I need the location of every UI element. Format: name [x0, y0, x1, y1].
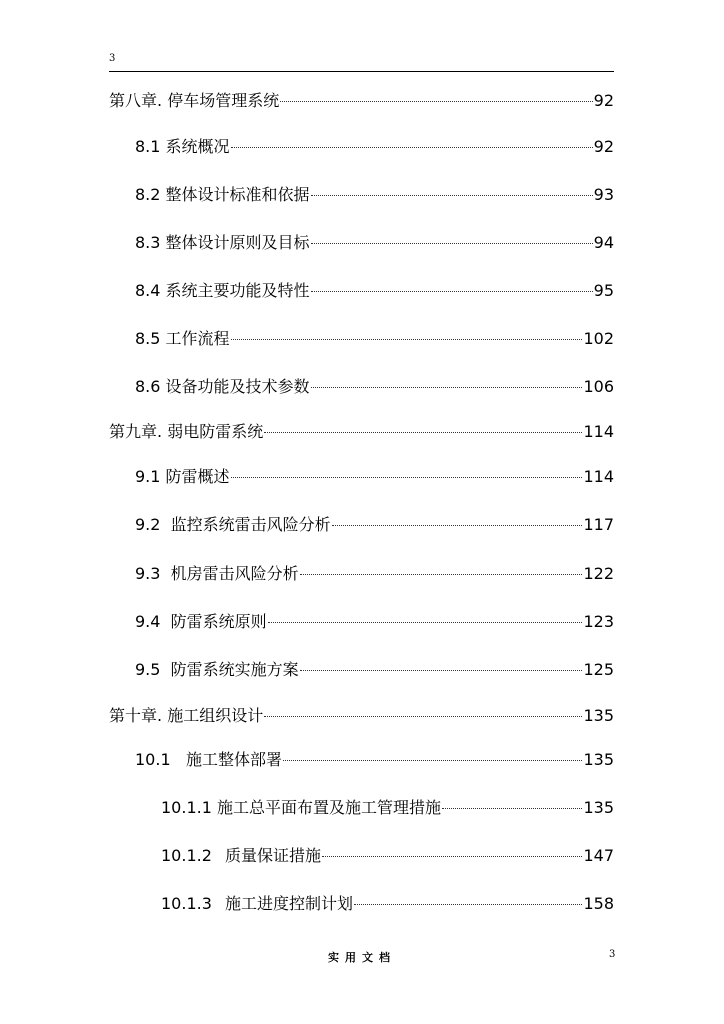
toc-page: 147 [583, 846, 614, 865]
toc-page: 106 [583, 377, 614, 396]
toc-page: 92 [593, 137, 614, 156]
toc-entry-9-2[interactable] [135, 515, 614, 535]
toc-page: 135 [583, 750, 614, 769]
toc-title: 弱电防雷系统 [167, 422, 264, 441]
toc-title: 监控系统雷击风险分析 [170, 515, 331, 534]
toc-number: 第九章. [109, 422, 163, 441]
toc-title: 施工整体部署 [186, 750, 283, 769]
toc-number: 8.2 [135, 185, 161, 204]
toc-page: 135 [583, 798, 614, 817]
toc-page: 158 [583, 894, 614, 913]
dot-leader [300, 574, 583, 575]
toc-entry-8-6[interactable] [135, 377, 614, 397]
dot-leader [231, 339, 583, 340]
toc-title: 防雷系统原则 [170, 612, 267, 631]
footer-page-number: 3 [609, 949, 616, 960]
toc-page: 117 [583, 515, 614, 534]
toc-entry-9-4[interactable] [135, 612, 614, 632]
dot-leader [264, 716, 582, 717]
dot-leader [280, 101, 592, 102]
toc-entry-chapter-10[interactable] [109, 706, 614, 726]
toc-number: 9.5 [135, 660, 161, 679]
toc-number: 第十章. [109, 706, 163, 725]
toc-title: 施工总平面布置及施工管理措施 [216, 798, 441, 817]
toc-title: 设备功能及技术参数 [165, 377, 310, 396]
toc-page: 135 [583, 706, 614, 725]
header-page-number: 3 [109, 53, 116, 64]
toc-number: 8.3 [135, 233, 161, 252]
toc-number: 9.2 [135, 515, 161, 534]
toc-title: 施工组织设计 [167, 706, 264, 725]
toc-title: 防雷系统实施方案 [170, 660, 299, 679]
toc-page: 114 [583, 467, 614, 486]
toc-number: 10.1 [135, 750, 171, 769]
toc-title: 机房雷击风险分析 [170, 564, 299, 583]
footer-text: 实用文档 [328, 951, 396, 964]
toc-page: 93 [593, 185, 614, 204]
dot-leader [442, 808, 582, 809]
toc-title: 施工进度控制计划 [225, 894, 354, 913]
toc-page: 102 [583, 329, 614, 348]
dot-leader [300, 670, 583, 671]
toc-number: 8.6 [135, 377, 161, 396]
dot-leader [354, 904, 582, 905]
toc-title: 防雷概述 [165, 467, 230, 486]
toc-page: 123 [583, 612, 614, 631]
toc-entry-chapter-8[interactable] [109, 91, 614, 111]
toc-number: 9.4 [135, 612, 161, 631]
toc-entry-10-1-2[interactable] [161, 846, 614, 866]
dot-leader [283, 760, 582, 761]
toc-number: 10.1.2 [161, 846, 212, 865]
toc-entry-10-1[interactable] [135, 750, 614, 770]
toc-entry-chapter-9[interactable] [109, 422, 614, 442]
header-rule [109, 71, 614, 72]
toc-title: 系统概况 [165, 137, 230, 156]
toc-page: 114 [583, 422, 614, 441]
toc-page: 125 [583, 660, 614, 679]
toc-number: 第八章. [109, 91, 163, 110]
dot-leader [231, 147, 593, 148]
toc-title: 整体设计标准和依据 [165, 185, 310, 204]
dot-leader [311, 195, 593, 196]
toc-number: 10.1.3 [161, 894, 212, 913]
toc-page: 94 [593, 233, 614, 252]
dot-leader [311, 291, 593, 292]
toc-entry-10-1-3[interactable] [161, 894, 614, 914]
toc-title: 整体设计原则及目标 [165, 233, 310, 252]
toc-entry-9-5[interactable] [135, 660, 614, 680]
toc-page: 92 [593, 91, 614, 110]
dot-leader [311, 243, 593, 244]
dot-leader [311, 387, 583, 388]
toc-number: 10.1.1 [161, 798, 212, 817]
dot-leader [264, 432, 582, 433]
dot-leader [231, 477, 583, 478]
toc-entry-10-1-1[interactable] [161, 798, 614, 818]
toc-number: 8.4 [135, 281, 161, 300]
toc-number: 8.5 [135, 329, 161, 348]
dot-leader [332, 525, 583, 526]
toc-entry-8-1[interactable] [135, 137, 614, 157]
toc-title: 停车场管理系统 [167, 91, 280, 110]
toc-page: 95 [593, 281, 614, 300]
toc-title: 质量保证措施 [225, 846, 322, 865]
toc-title: 工作流程 [165, 329, 230, 348]
toc-page: 122 [583, 564, 614, 583]
dot-leader [268, 622, 583, 623]
toc-entry-8-4[interactable] [135, 281, 614, 301]
toc-entry-8-2[interactable] [135, 185, 614, 205]
toc-number: 9.3 [135, 564, 161, 583]
toc-entry-8-5[interactable] [135, 329, 614, 349]
toc-entry-9-1[interactable] [135, 467, 614, 487]
toc-number: 8.1 [135, 137, 161, 156]
dot-leader [322, 856, 582, 857]
toc-title: 系统主要功能及特性 [165, 281, 310, 300]
toc-entry-9-3[interactable] [135, 564, 614, 584]
toc-entry-8-3[interactable] [135, 233, 614, 253]
toc-number: 9.1 [135, 467, 161, 486]
